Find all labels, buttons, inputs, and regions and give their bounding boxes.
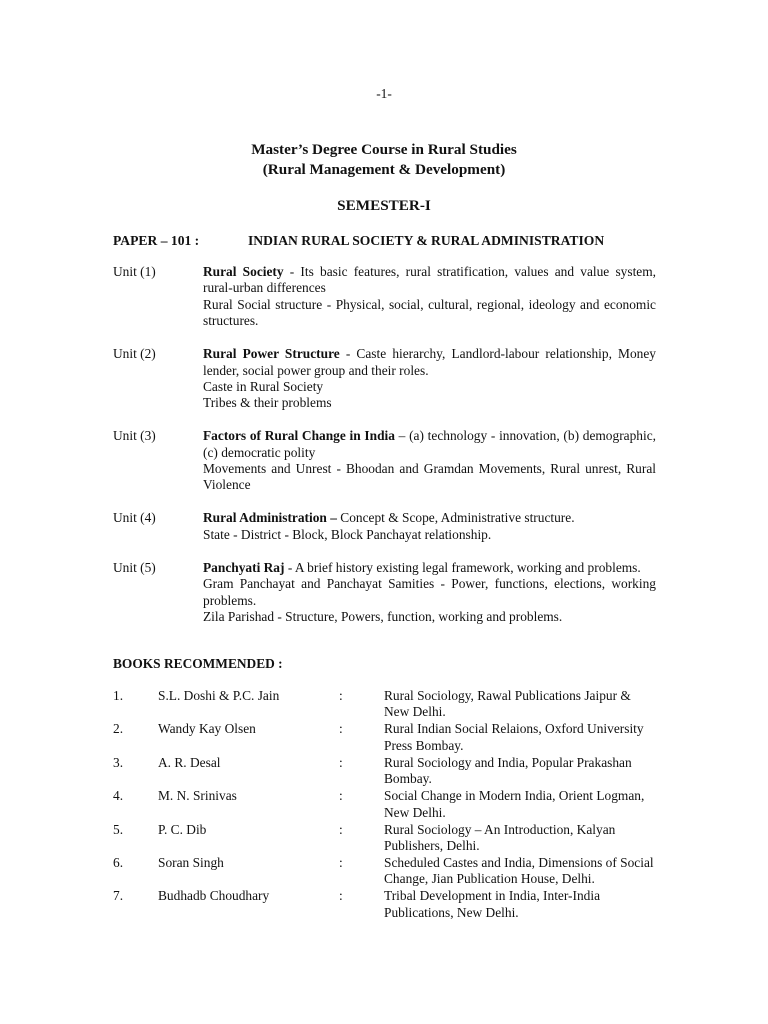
unit-heading-rest: Concept & Scope, Administrative structure. <box>336 510 575 526</box>
unit-line: State - District - Block, Block Panchayat relationship. <box>203 526 492 542</box>
book-title: Rural Sociology, Rawal Publications Jaipur & New Delhi. <box>384 688 631 720</box>
book-item <box>113 855 663 888</box>
unit-item <box>113 264 656 330</box>
unit-body <box>203 346 656 412</box>
book-author: Soran Singh <box>158 855 224 871</box>
paper-name: INDIAN RURAL SOCIETY & RURAL ADMINISTRATION <box>248 233 605 248</box>
unit-item <box>113 510 656 543</box>
unit-label: Unit (1) <box>113 264 156 279</box>
book-separator: : <box>339 821 343 837</box>
unit-line: Tribes & their problems <box>203 395 332 411</box>
unit-intro <box>203 346 656 379</box>
unit-heading-rest: - Caste hierarchy, Landlord-labour relationship, Money lender, social power group and their roles. <box>203 346 656 378</box>
book-number: 3. <box>113 754 124 770</box>
book-number: 7. <box>113 888 124 904</box>
book-number: 5. <box>113 821 124 837</box>
unit-line: Caste in Rural Society <box>203 378 324 394</box>
book-separator: : <box>339 788 343 804</box>
unit-heading: Panchyati Raj <box>203 559 285 575</box>
unit-list <box>113 264 656 642</box>
book-number: 1. <box>113 688 124 703</box>
unit-body <box>203 510 656 543</box>
book-title: Rural Indian Social Relaions, Oxford University Press Bombay. <box>384 721 644 753</box>
paper-code: PAPER – 101 : <box>113 233 200 248</box>
unit-intro <box>203 428 656 461</box>
unit-label: Unit (3) <box>113 428 156 444</box>
books-heading: BOOKS RECOMMENDED : <box>113 656 283 671</box>
unit-label: Unit (5) <box>113 559 156 575</box>
unit-body <box>203 428 656 494</box>
book-separator: : <box>339 688 343 703</box>
book-list <box>113 688 663 922</box>
unit-item <box>113 560 656 626</box>
book-item <box>113 755 663 788</box>
course-title <box>0 140 768 180</box>
book-separator: : <box>339 855 343 871</box>
unit-intro <box>203 264 656 297</box>
unit-heading-rest: - Its basic features, rural stratification, values and value system, rural-urban differences <box>203 264 656 296</box>
page-number: -1- <box>376 86 392 101</box>
unit-line: Zila Parishad - Structure, Powers, function, working and problems. <box>203 608 563 624</box>
paper-heading <box>113 232 663 250</box>
unit-heading-rest: – (a) technology - innovation, (b) demographic, (c) democratic polity <box>203 428 656 460</box>
unit-body <box>203 264 656 330</box>
unit-heading: Rural Administration – <box>203 510 337 526</box>
book-separator: : <box>339 754 343 770</box>
book-author: Wandy Kay Olsen <box>158 721 256 737</box>
unit-heading: Rural Power Structure <box>203 346 340 362</box>
unit-intro <box>203 560 656 576</box>
book-number: 4. <box>113 788 124 804</box>
unit-item <box>113 428 656 494</box>
book-author: S.L. Doshi & P.C. Jain <box>158 688 280 703</box>
course-title-line-2: (Rural Management & Development) <box>262 161 506 178</box>
unit-line: Movements and Unrest - Bhoodan and Gramdan Movements, Rural unrest, Rural Violence <box>203 461 656 493</box>
book-number: 2. <box>113 721 124 737</box>
book-author: M. N. Srinivas <box>158 788 237 804</box>
unit-item <box>113 346 656 412</box>
book-separator: : <box>339 888 343 904</box>
book-item <box>113 688 663 721</box>
course-title-line-1: Master’s Degree Course in Rural Studies <box>251 141 517 158</box>
book-separator: : <box>339 721 343 737</box>
unit-label: Unit (4) <box>113 510 156 526</box>
book-item <box>113 888 663 921</box>
book-author: Budhadb Choudhary <box>158 888 270 904</box>
book-title: Rural Sociology and India, Popular Prakashan Bombay. <box>384 754 632 787</box>
unit-heading: Rural Society <box>203 264 284 279</box>
book-title: Social Change in Modern India, Orient Logman, New Delhi. <box>384 788 645 820</box>
book-title: Scheduled Castes and India, Dimensions of Social Change, Jian Publication House, Delhi. <box>384 855 654 887</box>
unit-line: Rural Social structure - Physical, social, cultural, regional, ideology and economic structures. <box>203 296 656 329</box>
unit-body <box>203 560 656 626</box>
unit-line: Gram Panchayat and Panchayat Samities - Power, functions, elections, working problems. <box>203 576 656 608</box>
unit-intro <box>203 510 656 526</box>
book-item <box>113 822 663 855</box>
book-title: Rural Sociology – An Introduction, Kalyan Publishers, Delhi. <box>384 821 616 854</box>
book-item <box>113 721 663 754</box>
book-author: P. C. Dib <box>158 821 207 837</box>
book-title: Tribal Development in India, Inter-India Publications, New Delhi. <box>384 888 601 920</box>
unit-heading: Factors of Rural Change in India <box>203 428 395 444</box>
book-item <box>113 788 663 821</box>
book-number: 6. <box>113 855 124 871</box>
unit-heading-rest: - A brief history existing legal framework, working and problems. <box>284 559 641 575</box>
book-author: A. R. Desal <box>158 754 221 770</box>
semester-heading: SEMESTER-I <box>337 197 431 214</box>
unit-label: Unit (2) <box>113 346 156 362</box>
